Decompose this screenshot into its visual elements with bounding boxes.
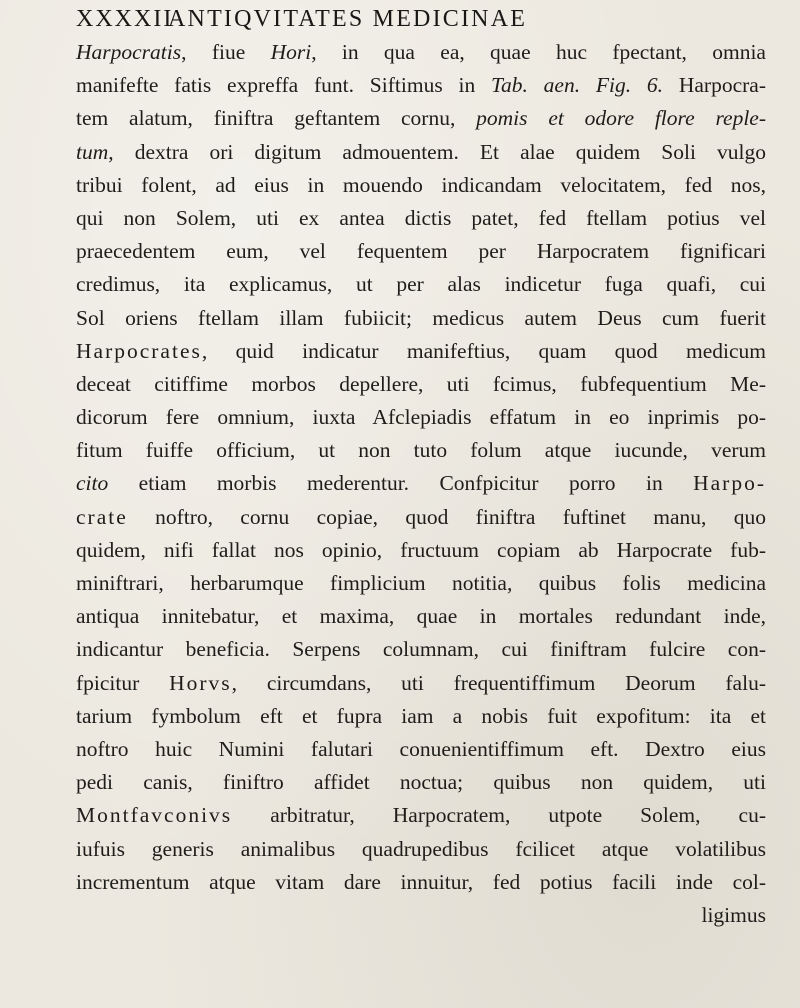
text-span: fpicitur [76, 670, 170, 695]
text-span: ligimus [701, 902, 766, 927]
text-line [76, 766, 766, 799]
text-span: deceat citiffime morbos depellere, uti fcimus, fubfequentium Me- [76, 371, 766, 396]
text-line [76, 833, 766, 866]
text-line [76, 136, 766, 169]
italic-text: tum [76, 139, 109, 164]
italic-text: Tab. aen. Fig. 6. [491, 73, 664, 98]
text-line [76, 501, 766, 534]
text-line [76, 268, 766, 301]
text-line [76, 700, 766, 733]
running-title: ANTIQVITATES MEDICINAE [168, 6, 528, 32]
text-line [76, 69, 766, 102]
text-line [76, 368, 766, 401]
text-line [76, 235, 766, 268]
text-span: iufuis generis animalibus quadrupedibus fcilicet atque volatilibus [76, 836, 766, 861]
text-span: credimus, ita explicamus, ut per alas indicetur fuga quafi, cui [76, 272, 766, 297]
text-span: miniftrari, herbarumque fimplicium notitia, quibus folis medicina [76, 571, 766, 595]
italic-text: pomis et odore flore reple- [476, 106, 766, 131]
text-span: fitum fuiffe officium, ut non tuto folum atque iucunde, verum [76, 438, 766, 463]
text-span: Sol oriens ftellam illam fubiicit; medicus autem Deus cum fuerit [76, 305, 766, 330]
text-line [76, 866, 766, 899]
text-span: , fiue [181, 40, 271, 64]
text-line [76, 733, 766, 766]
text-line [76, 302, 766, 335]
text-line [76, 534, 766, 567]
text-line [76, 169, 766, 202]
text-span: pedi canis, finiftro affidet noctua; quibus non quidem, uti [76, 770, 766, 795]
text-line [76, 899, 766, 932]
text-span: tem alatum, finiftra geftantem cornu, [76, 106, 477, 131]
text-span: , dextra ori digitum admouentem. Et alae quidem Soli vulgo [108, 139, 766, 164]
text-span: antiqua innitebatur, et maxima, quae in mortales redundant inde, [76, 604, 766, 629]
text-span: noftro huic Numini falutari conuenientiffimum eft. Dextro eius [76, 736, 766, 761]
italic-text: Harpocratis [76, 40, 182, 64]
text-line [76, 633, 766, 666]
text-span: indicantur beneficia. Serpens columnam, cui finiftram fulcire con- [76, 637, 766, 662]
text-span: qui non Solem, uti ex antea dictis patet, fed ftellam potius vel [76, 205, 766, 230]
italic-text: cito [76, 471, 109, 496]
text-span: dicorum fere omnium, iuxta Afclepiadis effatum in eo inprimis po- [76, 405, 766, 430]
small-caps-name: crate [76, 504, 128, 529]
text-span: , circumdans, uti frequentiffimum Deorum falu- [231, 670, 766, 695]
text-span: praecedentem eum, vel fequentem per Harpocratem fignificari [76, 239, 766, 264]
text-line [76, 467, 766, 500]
text-line [76, 36, 766, 69]
text-span: quidem, nifi fallat nos opinio, fructuum copiam ab Harpocrate fub- [76, 537, 766, 562]
text-line [76, 102, 766, 135]
text-span: , quid indicatur manifeftius, quam quod medicum [201, 338, 766, 363]
text-line [76, 401, 766, 434]
text-line [76, 335, 766, 368]
small-caps-name: Montfavconivs [76, 803, 233, 828]
text-span: Harpocra- [663, 73, 766, 98]
text-line [76, 202, 766, 235]
text-line [76, 567, 766, 600]
text-span: tribui folent, ad eius in mouendo indicandam velocitatem, fed nos, [76, 172, 766, 197]
text-span: arbitratur, Harpocratem, utpote Solem, cu- [232, 803, 766, 828]
small-caps-name: Harpocrates [76, 338, 202, 363]
text-span: incrementum atque vitam dare innuitur, fed potius facili inde col- [76, 869, 766, 894]
text-line [76, 434, 766, 467]
small-caps-name: Harpo- [693, 471, 766, 496]
text-span: , in qua ea, quae huc fpectant, omnia [311, 40, 766, 64]
text-line [76, 799, 766, 832]
text-span: manifefte fatis expreffa funt. Siftimus in [76, 73, 492, 98]
page-header [76, 2, 766, 36]
text-line [76, 667, 766, 700]
text-span: tarium fymbolum eft et fupra iam a nobis fuit expofitum: ita et [76, 703, 766, 728]
folio-number: XXXXII [76, 6, 174, 32]
text-span: noftro, cornu copiae, quod finiftra fuftinet manu, quo [127, 504, 766, 529]
italic-text: Hori [270, 40, 312, 64]
text-line [76, 600, 766, 633]
small-caps-name: Horvs [169, 670, 232, 695]
body-text [76, 36, 766, 932]
text-span: etiam morbis mederentur. Confpicitur porro in [108, 471, 694, 496]
